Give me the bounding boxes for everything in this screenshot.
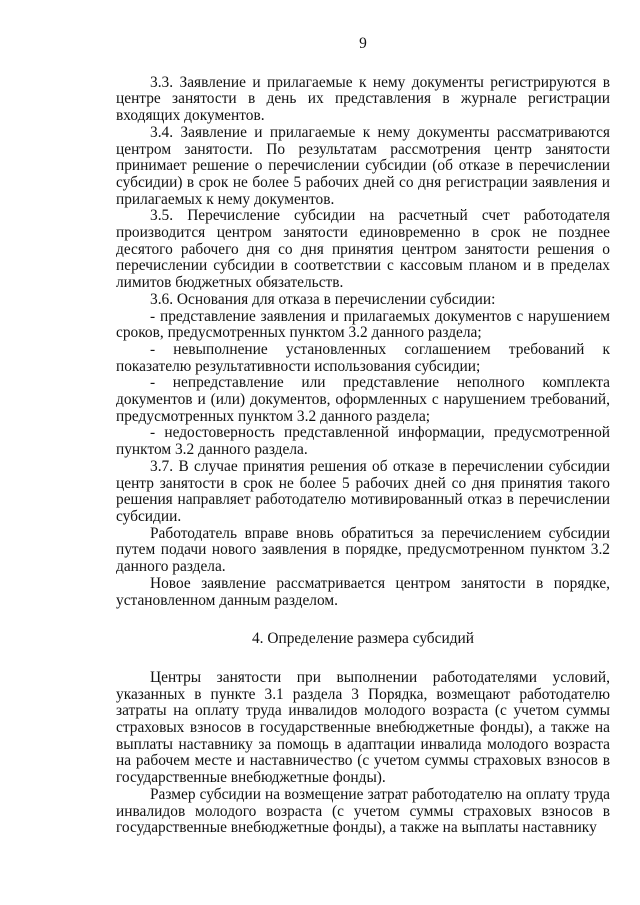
list-item-refusal-2: - невыполнение установленных соглашением требований к показателю результативности использования субсидии;: [116, 340, 610, 375]
paragraph-3-7: 3.7. В случае принятия решения об отказе в перечислении субсидии центр занятости в срок не более 5 рабочих дней со дня принятия такого решения направляет работодателю мотивированный отказ в перечислении субсидии.: [116, 457, 610, 525]
page-number: 9: [359, 35, 367, 52]
paragraph-new-application: Новое заявление рассматривается центром занятости в порядке, установленном данным разделом.: [116, 574, 610, 609]
paragraph-3-3: 3.3. Заявление и прилагаемые к нему документы регистрируются в центре занятости в день их представления в журнале регистрации входящих документов.: [116, 73, 610, 125]
paragraph-4-2: Размер субсидии на возмещение затрат работодателю на оплату труда инвалидов молодого возраста (с учетом суммы страховых взносов в государственные внебюджетные фонды), а также на выплаты наставнику: [116, 785, 610, 837]
list-item-refusal-1: - представление заявления и прилагаемых документов с нарушением сроков, предусмотренных пунктом 3.2 данного раздела;: [116, 307, 610, 342]
section-4-heading: 4. Определение размера субсидий: [251, 630, 475, 648]
list-item-refusal-4: - недостоверность представленной информации, предусмотренной пунктом 3.2 данного раздела.: [116, 424, 610, 459]
paragraph-3-5: 3.5. Перечисление субсидии на расчетный счет работодателя производится центром занятости единовременно в срок не позднее десятого рабочего дня со дня принятия центром занятости решения о перечислении субсидии в соответствии с кассовым планом и в пределах лимитов бюджетных обязательств.: [116, 207, 610, 292]
paragraph-3-4: 3.4. Заявление и прилагаемые к нему документы рассматриваются центром занятости. По результатам рассмотрения центр занятости принимает решение о перечислении субсидии (об отказе в перечислении субсидии) в срок не более 5 рабочих дней со дня регистрации заявления и прилагаемых к нему документов.: [116, 123, 610, 208]
list-item-refusal-3: - непредставление или представление неполного комплекта документов и (или) документов, оформленных с нарушением требований, предусмотренных пунктом 3.2 данного раздела;: [116, 374, 610, 425]
paragraph-4-1: Центры занятости при выполнении работодателями условий, указанных в пункте 3.1 раздела 3 Порядка, возмещают работодателю затраты на оплату труда инвалидов молодого возраста (с учетом суммы страховых взносов в государственные внебюджетные фонды), а также на выплаты наставнику за помощь в адаптации инвалида молодого возраста на рабочем месте и наставничество (с учетом суммы страховых взносов в государственные внебюджетные фонды).: [116, 668, 610, 787]
paragraph-3-6: 3.6. Основания для отказа в перечислении субсидии:: [150, 290, 496, 308]
paragraph-reapply: Работодатель вправе вновь обратиться за перечислением субсидии путем подачи нового заявления в порядке, предусмотренном пунктом 3.2 данного раздела.: [116, 524, 610, 576]
